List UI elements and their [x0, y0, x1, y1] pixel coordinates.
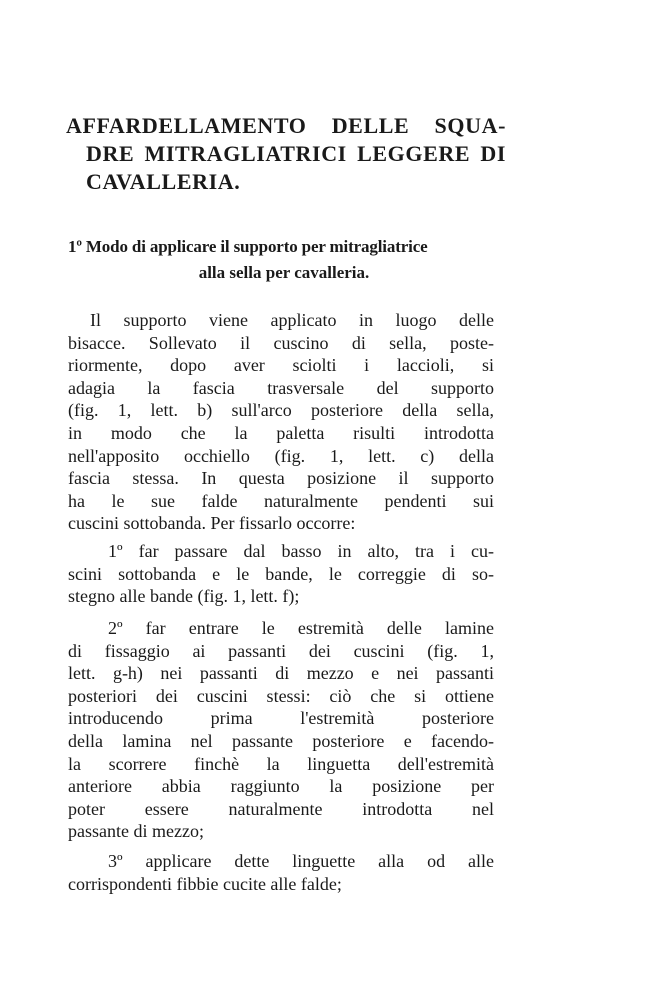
- text-line: introducendo prima l'estremità posteriore: [68, 708, 494, 729]
- paragraph-step-1: [68, 540, 494, 608]
- section-heading: [68, 234, 500, 286]
- text-line: posteriori dei cuscini stessi: ciò che si ottiene: [68, 685, 494, 706]
- text-line: ha le sue falde naturalmente pendenti sui: [68, 490, 494, 511]
- text-line: in modo che la paletta risulti introdotta: [68, 422, 494, 443]
- text-line: cuscini sottobanda. Per fissarlo occorre:: [68, 513, 356, 534]
- text-line: lett. g-h) nei passanti di mezzo e nei passanti: [68, 663, 494, 684]
- text-line: la scorrere finchè la linguetta dell'estremità: [68, 753, 494, 774]
- chapter-title: [66, 112, 506, 196]
- text-line: anteriore abbia raggiunto la posizione per: [68, 776, 494, 797]
- paragraph-step-2: [68, 617, 494, 843]
- text-line: fascia stessa. In questa posizione il supporto: [68, 468, 494, 489]
- section-heading-line: 1º Modo di applicare il supporto per mitragliatrice: [68, 237, 428, 256]
- text-line: Il supporto viene applicato in luogo delle: [90, 310, 494, 330]
- text-line: adagia la fascia trasversale del supporto: [68, 377, 494, 398]
- text-line: stegno alle bande (fig. 1, lett. f);: [68, 586, 300, 607]
- text-line: di fissaggio ai passanti dei cuscini (fig. 1,: [68, 640, 494, 661]
- text-line: nell'apposito occhiello (fig. 1, lett. c) della: [68, 445, 494, 466]
- text-line: 1º far passare dal basso in alto, tra i cu-: [108, 541, 494, 561]
- title-line: CAVALLERIA.: [86, 169, 241, 194]
- title-line: AFFARDELLAMENTO DELLE SQUA-: [66, 113, 506, 138]
- text-line: riormente, dopo aver sciolti i laccioli, si: [68, 355, 494, 376]
- text-line: della lamina nel passante posteriore e facendo-: [68, 730, 494, 751]
- title-line: DRE MITRAGLIATRICI LEGGERE DI: [86, 141, 506, 166]
- text-line: poter essere naturalmente introdotta nel: [68, 798, 494, 819]
- text-line: (fig. 1, lett. b) sull'arco posteriore della sella,: [68, 400, 494, 421]
- text-line: passante di mezzo;: [68, 821, 204, 842]
- section-heading-line: alla sella per cavalleria.: [198, 263, 370, 282]
- text-line: bisacce. Sollevato il cuscino di sella, poste-: [68, 332, 494, 353]
- text-line: 3º applicare dette linguette alla od alle: [108, 851, 494, 871]
- text-line: scini sottobanda e le bande, le correggie di so-: [68, 563, 494, 584]
- paragraph-step-3: [68, 850, 494, 895]
- text-line: corrispondenti fibbie cucite alle falde;: [68, 873, 342, 894]
- paragraph-intro: [68, 309, 494, 535]
- text-line: 2º far entrare le estremità delle lamine: [108, 618, 494, 638]
